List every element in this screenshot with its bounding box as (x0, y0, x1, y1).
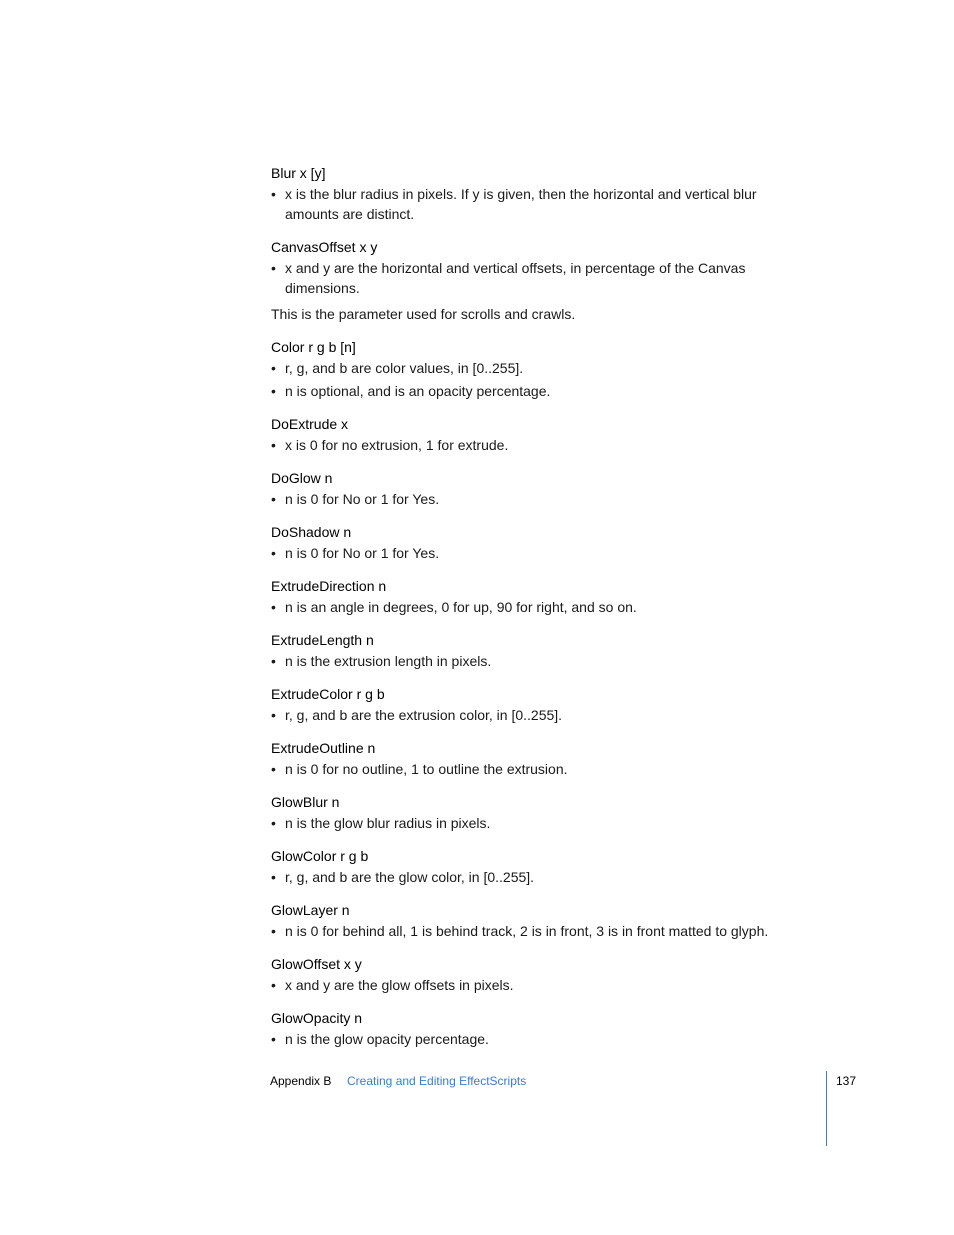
page-footer (270, 1071, 860, 1091)
bullet-list (271, 597, 811, 617)
parameter-section (271, 846, 811, 887)
parameter-title: GlowLayer n (271, 902, 350, 918)
parameter-title: GlowColor r g b (271, 848, 369, 864)
parameter-title: GlowOpacity n (271, 1010, 363, 1026)
parameter-section (271, 237, 811, 324)
parameter-section (271, 414, 811, 455)
parameter-section (271, 792, 811, 833)
bullet-item: • x is the blur radius in pixels. If y is given, then the horizontal and vertical blur amounts are distinct. (271, 184, 811, 224)
bullet-item: • x and y are the horizontal and vertical offsets, in percentage of the Canvas dimensions. (271, 258, 811, 298)
parameter-title: DoExtrude x (271, 416, 349, 432)
bullet-item: • n is optional, and is an opacity percentage. (271, 381, 811, 401)
parameter-section (271, 738, 811, 779)
parameter-section (271, 1008, 811, 1049)
parameter-title: ExtrudeDirection n (271, 578, 387, 594)
bullet-item: • r, g, and b are the extrusion color, in [0..255]. (271, 705, 811, 725)
parameter-title: Blur x [y] (271, 165, 326, 181)
parameter-title: ExtrudeLength n (271, 632, 374, 648)
parameter-section (271, 900, 811, 941)
parameter-title: ExtrudeOutline n (271, 740, 376, 756)
bullet-list (271, 651, 811, 671)
bullet-item: • n is the extrusion length in pixels. (271, 651, 811, 671)
parameter-section (271, 468, 811, 509)
bullet-item: • x is 0 for no extrusion, 1 for extrude. (271, 435, 811, 455)
bullet-list (271, 489, 811, 509)
parameter-title: CanvasOffset x y (271, 239, 378, 255)
parameter-note: This is the parameter used for scrolls and crawls. (271, 306, 576, 322)
footer-chapter-link[interactable]: Creating and Editing EffectScripts (347, 1074, 527, 1088)
parameter-section (271, 163, 811, 224)
bullet-list (271, 1029, 811, 1049)
bullet-list (271, 184, 811, 224)
parameter-section (271, 684, 811, 725)
bullet-item: • r, g, and b are color values, in [0..255]. (271, 358, 811, 378)
parameter-section (271, 337, 811, 401)
bullet-list (271, 435, 811, 455)
bullet-list (271, 975, 811, 995)
bullet-list (271, 759, 811, 779)
footer-divider (826, 1071, 827, 1146)
parameter-section (271, 576, 811, 617)
bullet-list (271, 543, 811, 563)
bullet-list (271, 813, 811, 833)
parameter-title: DoShadow n (271, 524, 352, 540)
bullet-list (271, 258, 811, 298)
parameter-title: DoGlow n (271, 470, 333, 486)
parameter-title: GlowBlur n (271, 794, 340, 810)
parameter-title: Color r g b [n] (271, 339, 356, 355)
bullet-item: • n is an angle in degrees, 0 for up, 90 for right, and so on. (271, 597, 811, 617)
bullet-item: • x and y are the glow offsets in pixels. (271, 975, 811, 995)
parameter-section (271, 630, 811, 671)
bullet-item: • n is 0 for No or 1 for Yes. (271, 543, 811, 563)
footer-appendix-label: Appendix B (270, 1074, 332, 1088)
bullet-list (271, 921, 811, 941)
parameter-title: ExtrudeColor r g b (271, 686, 385, 702)
bullet-list (271, 358, 811, 401)
bullet-list (271, 705, 811, 725)
parameter-section (271, 954, 811, 995)
bullet-item: • n is 0 for behind all, 1 is behind track, 2 is in front, 3 is in front matted to glyph. (271, 921, 811, 941)
page-number: 137 (836, 1074, 857, 1088)
parameter-list (271, 163, 811, 1062)
bullet-item: • n is the glow blur radius in pixels. (271, 813, 811, 833)
bullet-item: • n is 0 for no outline, 1 to outline the extrusion. (271, 759, 811, 779)
bullet-item: • n is 0 for No or 1 for Yes. (271, 489, 811, 509)
bullet-list (271, 867, 811, 887)
parameter-section (271, 522, 811, 563)
parameter-title: GlowOffset x y (271, 956, 362, 972)
bullet-item: • r, g, and b are the glow color, in [0..255]. (271, 867, 811, 887)
bullet-item: • n is the glow opacity percentage. (271, 1029, 811, 1049)
